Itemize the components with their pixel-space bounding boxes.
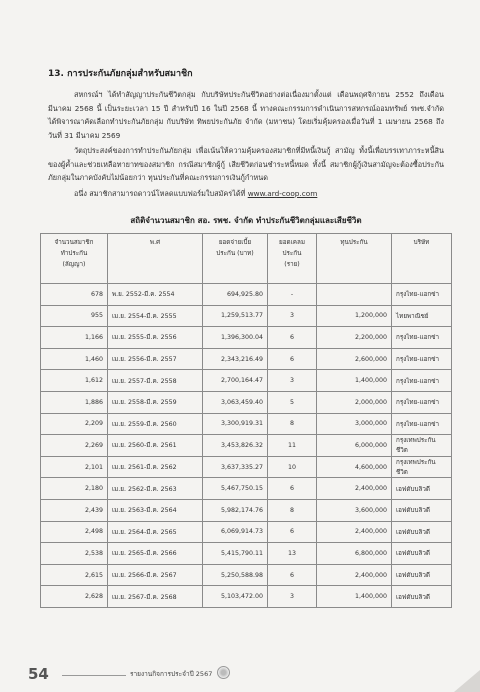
cell-members: 678: [41, 284, 108, 306]
cell-premium: 3,300,919.31: [203, 413, 268, 435]
header-members: จำนวนสมาชิก ทำประกัน (ลัญญา): [41, 234, 108, 284]
cell-members: 2,538: [41, 543, 108, 565]
cell-claims: 6: [268, 564, 317, 586]
content-area: [48, 66, 444, 608]
cell-company: เอฟดับบลิวดี: [392, 478, 452, 500]
page-footer: [0, 664, 480, 692]
table-row: [41, 543, 452, 565]
table-row: [41, 348, 452, 370]
table-row: [41, 435, 452, 457]
header-premium: ยอดจ่ายเบี้ย ประกัน (บาท): [203, 234, 268, 284]
cell-members: 2,269: [41, 435, 108, 457]
cell-claims: 13: [268, 543, 317, 565]
cell-sum-insured: 4,600,000: [317, 456, 392, 478]
table-title: สถิติจำนวนสมาชิก สอ. รพช. จำกัด ทำประกันชีวิตกลุ่มและเสียชีวิต: [130, 216, 362, 225]
table-row: [41, 586, 452, 608]
cell-sum-insured: 6,000,000: [317, 435, 392, 457]
cell-premium: 5,415,790.11: [203, 543, 268, 565]
cell-members: 2,498: [41, 521, 108, 543]
cell-claims: 3: [268, 305, 317, 327]
table-row: [41, 478, 452, 500]
cell-premium: 5,103,472.00: [203, 586, 268, 608]
cell-period: เม.ย. 2566-มี.ค. 2567: [108, 564, 203, 586]
cell-period: เม.ย. 2559-มี.ค. 2560: [108, 413, 203, 435]
cell-sum-insured: 2,000,000: [317, 391, 392, 413]
cell-members: 2,180: [41, 478, 108, 500]
download-note-text: อนึ่ง สมาชิกสามารถดาวน์โหลดแบบฟอร์มใบสมัครได้ที่: [74, 188, 248, 198]
cell-premium: 5,982,174.76: [203, 499, 268, 521]
cell-members: 2,439: [41, 499, 108, 521]
cell-members: 1,460: [41, 348, 108, 370]
cell-company: เอฟดับบลิวดี: [392, 564, 452, 586]
cell-members: 1,886: [41, 391, 108, 413]
cell-sum-insured: 1,400,000: [317, 586, 392, 608]
cell-sum-insured: 2,400,000: [317, 521, 392, 543]
cell-claims: 3: [268, 370, 317, 392]
table-row: [41, 499, 452, 521]
cell-period: เม.ย. 2556-มี.ค. 2557: [108, 348, 203, 370]
table-row: [41, 284, 452, 306]
download-note: [48, 187, 444, 201]
table-header-row: [41, 234, 452, 284]
cell-sum-insured: 1,200,000: [317, 305, 392, 327]
cell-claims: 6: [268, 478, 317, 500]
cell-period: เม.ย. 2555-มี.ค. 2556: [108, 327, 203, 349]
cell-company: เอฟดับบลิวดี: [392, 543, 452, 565]
table-row: [41, 456, 452, 478]
cell-claims: 8: [268, 499, 317, 521]
cell-sum-insured: 1,400,000: [317, 370, 392, 392]
emblem-icon: [217, 666, 230, 679]
table-row: [41, 370, 452, 392]
cell-company: เอฟดับบลิวดี: [392, 586, 452, 608]
corner-decoration: [454, 670, 480, 692]
cell-premium: 3,063,459.40: [203, 391, 268, 413]
cell-sum-insured: 2,600,000: [317, 348, 392, 370]
cell-period: เม.ย. 2560-มี.ค. 2561: [108, 435, 203, 457]
header-period: พ.ศ: [108, 234, 203, 284]
cell-sum-insured: 2,400,000: [317, 564, 392, 586]
table-row: [41, 391, 452, 413]
cell-company: กรุงไทย-แอกซ่า: [392, 348, 452, 370]
cell-members: 2,628: [41, 586, 108, 608]
cell-period: เม.ย. 2557-มี.ค. 2558: [108, 370, 203, 392]
section-heading: 13. การประกันภัยกลุ่มสำหรับสมาชิก: [48, 69, 193, 79]
cell-claims: 6: [268, 327, 317, 349]
cell-members: 1,166: [41, 327, 108, 349]
cell-period: เม.ย. 2563-มี.ค. 2564: [108, 499, 203, 521]
cell-company: กรุงไทย-แอกซ่า: [392, 327, 452, 349]
cell-company: ไทยพาณิชย์: [392, 305, 452, 327]
cell-premium: 2,700,164.47: [203, 370, 268, 392]
cell-sum-insured: 6,800,000: [317, 543, 392, 565]
cell-premium: 3,453,826.32: [203, 435, 268, 457]
table-row: [41, 521, 452, 543]
cell-company: กรุงไทย-แอกซ่า: [392, 370, 452, 392]
table-body: [41, 284, 452, 608]
cell-sum-insured: 2,200,000: [317, 327, 392, 349]
cell-sum-insured: 2,400,000: [317, 478, 392, 500]
cell-claims: 6: [268, 348, 317, 370]
cell-period: เม.ย. 2567-มี.ค. 2568: [108, 586, 203, 608]
cell-premium: 1,259,513.77: [203, 305, 268, 327]
cell-claims: 5: [268, 391, 317, 413]
report-title: รายงานกิจการประจำปี 2567: [130, 670, 213, 678]
table-row: [41, 327, 452, 349]
cell-sum-insured: 3,600,000: [317, 499, 392, 521]
header-claims: ยอดเคลม ประกัน (ราย): [268, 234, 317, 284]
cell-period: เม.ย. 2561-มี.ค. 2562: [108, 456, 203, 478]
table-row: [41, 564, 452, 586]
footer-divider: [62, 675, 126, 676]
cell-company: กรุงเทพประกันชีวิต: [392, 435, 452, 457]
header-company: บริษัท: [392, 234, 452, 284]
cell-premium: 1,396,300.04: [203, 327, 268, 349]
cell-period: เม.ย. 2554-มี.ค. 2555: [108, 305, 203, 327]
cell-premium: 2,343,216.49: [203, 348, 268, 370]
cell-company: กรุงไทย-แอกซ่า: [392, 413, 452, 435]
cell-company: เอฟดับบลิวดี: [392, 521, 452, 543]
cell-claims: 3: [268, 586, 317, 608]
cell-period: เม.ย. 2558-มี.ค. 2559: [108, 391, 203, 413]
cell-claims: 10: [268, 456, 317, 478]
header-sum-insured: ทุนประกัน: [317, 234, 392, 284]
paragraph-1: สหกรณ์ฯ ได้ทำสัญญาประกันชีวิตกลุ่ม กับบริษัทประกันชีวิตอย่างต่อเนื่องมาตั้งแต่ เดือนพฤศจิกายน 2552 ถึงเดือนมีนาคม 2568 นี้ เป็นระยะเวลา 15 ปี สำหรับปี 16 ในปี 2568 นี้ ทางคณะกรรมการดำเนินการสหกรณ์ออมทรัพย์ รพช.จำกัด ได้พิจารณาคัดเลือกทำประกันภัยกลุ่ม กับบริษัท ทิพยประกันภัย จำกัด (มหาชน) โดยเริ่มคุ้มครองเมื่อวันที่ 1 เมษายน 2568 ถึงวันที่ 31 มีนาคม 2569: [48, 90, 444, 140]
table-row: [41, 305, 452, 327]
cell-claims: -: [268, 284, 317, 306]
cell-premium: 6,069,914.73: [203, 521, 268, 543]
cell-claims: 6: [268, 521, 317, 543]
cell-company: กรุงไทย-แอกซ่า: [392, 391, 452, 413]
paragraph-2: วัตถุประสงค์ของการทำประกันภัยกลุ่ม เพื่อเน้นให้ความคุ้มครองสมาชิกที่มีหนี้เงินกู้ สามัญ ทั้งนี้เพื่อบรรเทาภาระหนี้สินของผู้ค้ำและช่วยเหลือทายาทของสมาชิก กรณีสมาชิกผู้กู้ เสียชีวิตก่อนชำระหนี้หมด ทั้งนี้ สมาชิกผู้กู้เงินสามัญจะต้องซื้อประกันภัยกลุ่มในภาคบังคับไม่น้อยกว่า ทุนประกันที่คณะกรรมการเงินกู้กำหนด: [48, 146, 444, 182]
cell-members: 1,612: [41, 370, 108, 392]
cell-premium: 694,925.80: [203, 284, 268, 306]
cell-company: เอฟดับบลิวดี: [392, 499, 452, 521]
cell-premium: 5,250,588.98: [203, 564, 268, 586]
cell-period: พ.ย. 2552-มี.ค. 2554: [108, 284, 203, 306]
cell-premium: 3,637,335.27: [203, 456, 268, 478]
cell-members: 2,615: [41, 564, 108, 586]
page-number: 54: [28, 665, 49, 683]
cell-members: 955: [41, 305, 108, 327]
cell-company: กรุงไทย-แอกซ่า: [392, 284, 452, 306]
insurance-statistics-table: [40, 233, 452, 608]
cell-period: เม.ย. 2565-มี.ค. 2566: [108, 543, 203, 565]
cell-company: กรุงเทพประกันชีวิต: [392, 456, 452, 478]
cell-sum-insured: [317, 284, 392, 306]
cell-claims: 11: [268, 435, 317, 457]
cell-period: เม.ย. 2562-มี.ค. 2563: [108, 478, 203, 500]
table-row: [41, 413, 452, 435]
cell-members: 2,101: [41, 456, 108, 478]
cell-period: เม.ย. 2564-มี.ค. 2565: [108, 521, 203, 543]
cell-premium: 5,467,750.15: [203, 478, 268, 500]
cell-members: 2,209: [41, 413, 108, 435]
website-link[interactable]: www.ard-coop.com: [247, 188, 318, 198]
cell-claims: 8: [268, 413, 317, 435]
cell-sum-insured: 3,000,000: [317, 413, 392, 435]
